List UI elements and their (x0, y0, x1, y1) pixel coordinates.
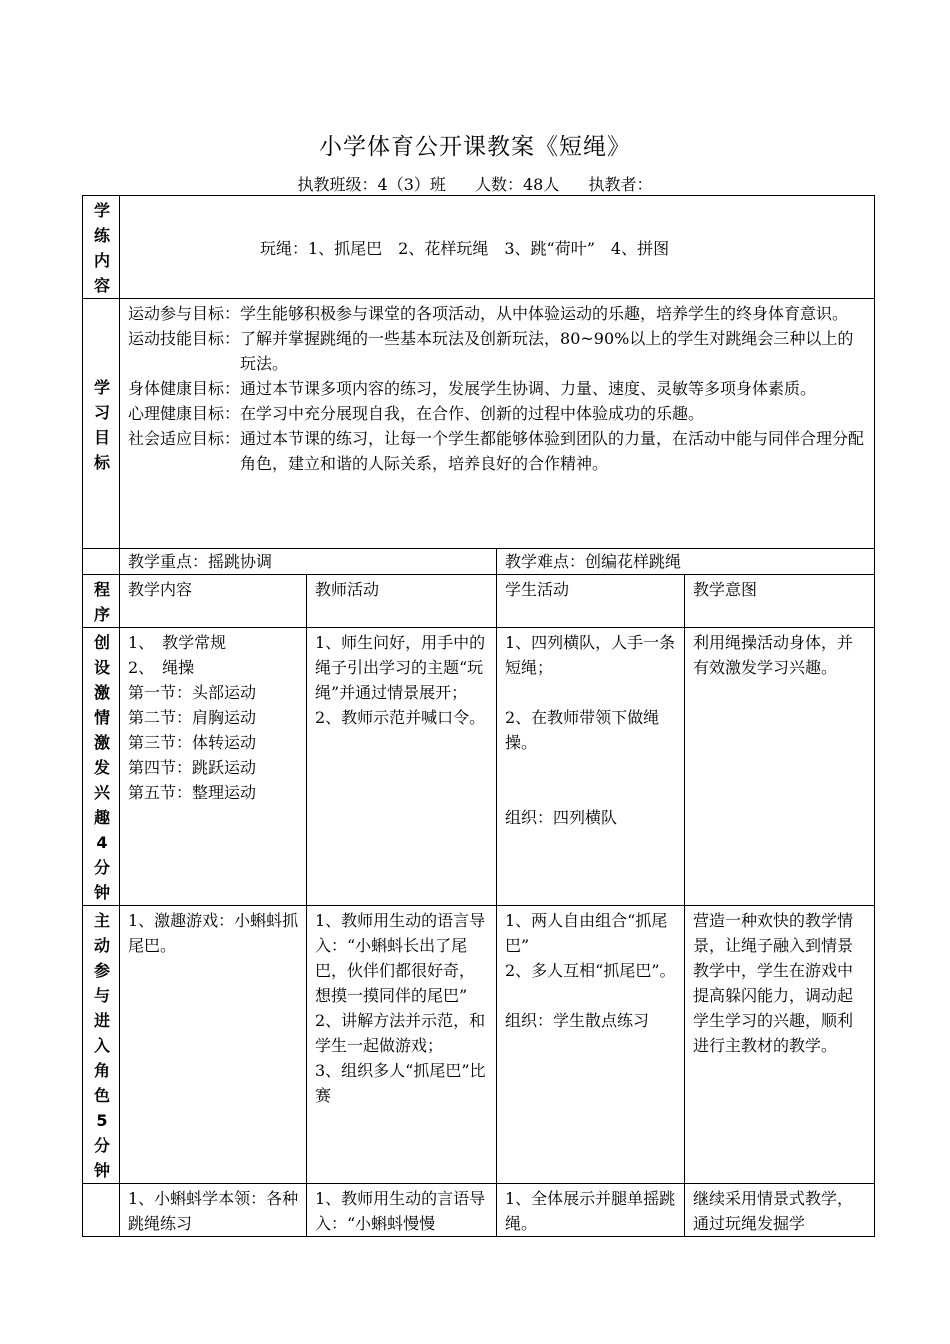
label-char: 进 (93, 1011, 110, 1030)
goals-row (83, 299, 875, 549)
label-char: 标 (93, 452, 110, 472)
phase3-content: 1、小蝌蚪学本领：各种跳绳练习 (120, 1184, 307, 1237)
label-char: 钟 (93, 1161, 110, 1180)
header-content: 教学内容 (120, 575, 307, 628)
label-char: 激 (93, 683, 110, 702)
teacher-info: 执教者： (588, 175, 653, 194)
label-char: 序 (93, 605, 110, 624)
label-char: 内 (93, 251, 110, 270)
label-char: 创 (93, 633, 110, 652)
phase2-label-text (91, 908, 113, 1183)
practice-content-label-text (91, 198, 113, 298)
phase1-label (83, 628, 120, 906)
phase1-teacher: 1、师生问好，用手中的绳子引出学习的主题“玩绳”并通过情景展开； 2、教师示范并喊口令。 (307, 628, 497, 906)
phase2-content: 1、激趣游戏：小蝌蚪抓尾巴。 (120, 906, 307, 1184)
label-char: 设 (93, 658, 110, 677)
practice-content-label (83, 196, 120, 299)
phase1-row (83, 628, 875, 906)
label-char: 情 (93, 708, 110, 727)
phase3-row (83, 1184, 875, 1237)
label-char: 兴 (93, 783, 110, 802)
phase2-label (83, 906, 120, 1184)
goal-health: 身体健康目标： 通过本节课多项内容的练习，发展学生协调、力量、速度、灵敏等多项身体素质。 (128, 379, 817, 398)
label-char: 发 (93, 758, 110, 777)
label-char: 与 (93, 986, 110, 1005)
label-char: 主 (93, 911, 110, 930)
goal-mental: 心理健康目标： 在学习中充分展现自我，在合作、创新的过程中体验成功的乐趣。 (128, 404, 705, 423)
phase2-row (83, 906, 875, 1184)
header-teacher: 教师活动 (307, 575, 497, 628)
phase2-intent: 营造一种欢快的教学情景，让绳子融入到情景教学中，学生在游戏中提高躲闪能力，调动起学生学习的兴趣，顺利进行主教材的教学。 (685, 906, 875, 1184)
label-char: 分 (93, 1136, 110, 1155)
label-char: 程 (93, 580, 110, 599)
label-char: 趣 (93, 808, 110, 827)
label-char: 5 (96, 1111, 108, 1130)
label-char: 学 (93, 201, 110, 220)
phase3-student: 1、全体展示并腿单摇跳绳。 (497, 1184, 685, 1237)
phase2-teacher: 1、教师用生动的语言导入：“小蝌蚪长出了尾巴，伙伴们都很好奇，想摸一摸同伴的尾巴” 2、讲解方法并示范，和学生一起做游戏； 3、组织多人“抓尾巴”比赛 (307, 906, 497, 1184)
focus-blank (83, 549, 120, 575)
goals-label (83, 299, 120, 549)
header-student: 学生活动 (497, 575, 685, 628)
phase3-label (83, 1184, 120, 1237)
phase2-student: 1、两人自由组合“抓尾巴” 2、多人互相“抓尾巴”。 组织：学生散点练习 (497, 906, 685, 1184)
step-label-text (91, 577, 113, 627)
step-label (83, 575, 120, 628)
focus-row (83, 549, 875, 575)
class-info: 执教班级：4（3）班 (297, 175, 446, 194)
label-char: 习 (93, 402, 110, 422)
goal-participation: 运动参与目标： 学生能够积极参与课堂的各项活动，从中体验运动的乐趣，培养学生的终身体育意识。 (128, 304, 849, 323)
goal-social: 社会适应目标： 通过本节课的练习，让每一个学生都能够体验到团队的力量，在活动中能与同伴合理分配角色，建立和谐的人际关系，培养良好的合作精神。 (128, 429, 865, 473)
label-char: 角 (93, 1061, 110, 1080)
page-title: 小学体育公开课教案《短绳》 (319, 134, 631, 160)
label-char: 色 (93, 1086, 110, 1105)
goals-cell (120, 299, 875, 549)
difficulty: 教学难点：创编花样跳绳 (497, 549, 875, 575)
label-char: 分 (93, 858, 110, 877)
label-char: 激 (93, 733, 110, 752)
lesson-plan-table (82, 195, 875, 1237)
label-char: 学 (93, 377, 110, 397)
phase3-intent: 继续采用情景式教学，通过玩绳发掘学 (685, 1184, 875, 1237)
phase3-teacher: 1、教师用生动的言语导入：“小蝌蚪慢慢 (307, 1184, 497, 1237)
student-count: 人数：48人 (474, 175, 560, 194)
label-char: 练 (93, 226, 110, 245)
label-char: 钟 (93, 883, 110, 902)
goals-label-text (91, 375, 113, 475)
phase1-intent: 利用绳操活动身体，并有效激发学习兴趣。 (685, 628, 875, 906)
phase1-student: 1、四列横队，人手一条短绳； 2、在教师带领下做绳操。 组织：四列横队 (497, 628, 685, 906)
label-char: 4 (96, 833, 108, 852)
key-point: 教学重点：摇跳协调 (120, 549, 497, 575)
label-char: 动 (93, 936, 110, 955)
label-char: 参 (93, 961, 110, 980)
phase1-label-text (91, 630, 113, 905)
phase1-content: 1、 教学常规 2、 绳操 第一节：头部运动 第二节：肩胸运动 第三节：体转运动 第四节：跳跃运动 第五节：整理运动 (120, 628, 307, 906)
label-char: 容 (93, 276, 110, 295)
goal-skill: 运动技能目标： 了解并掌握跳绳的一些基本玩法及创新玩法，80~90%以上的学生对跳绳会三种以上的玩法。 (128, 329, 854, 373)
header-intent: 教学意图 (685, 575, 875, 628)
practice-content-row (83, 196, 875, 299)
label-char: 入 (93, 1036, 110, 1055)
label-char: 目 (93, 427, 110, 447)
lesson-info (0, 172, 950, 195)
practice-content: 玩绳：1、抓尾巴 2、花样玩绳 3、跳“荷叶” 4、拼图 (120, 196, 875, 299)
header-row (83, 575, 875, 628)
